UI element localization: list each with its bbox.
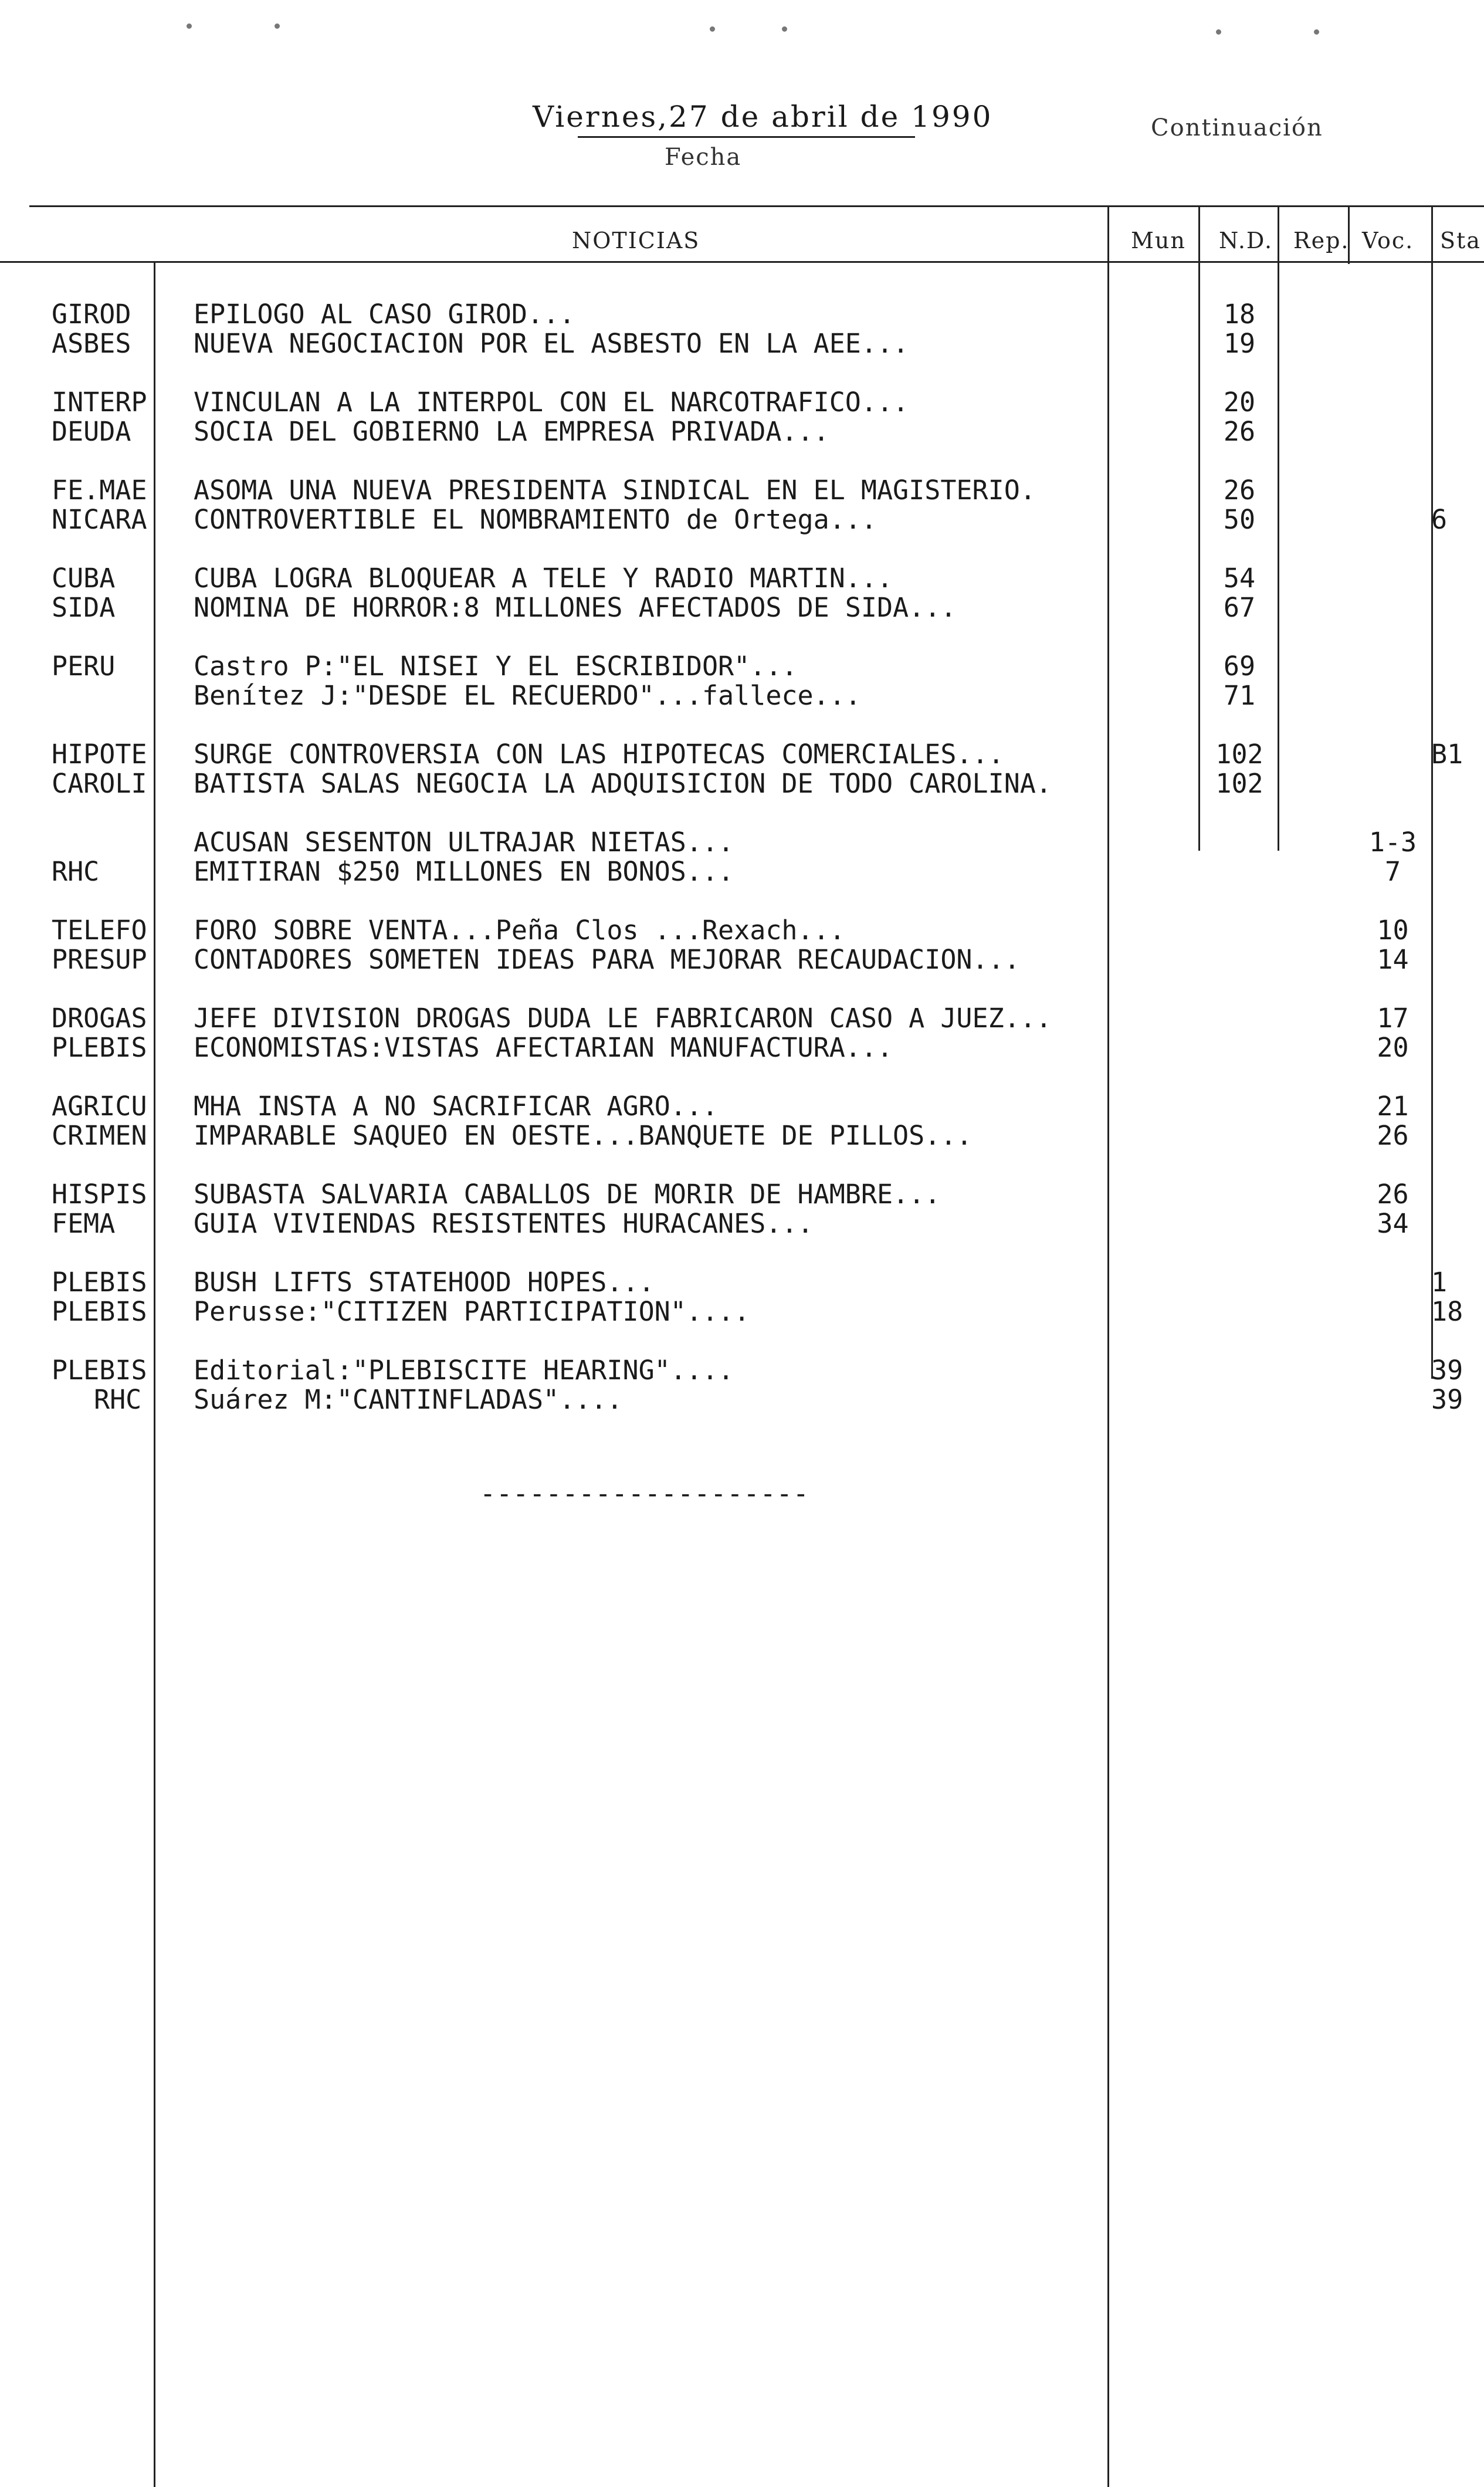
row-code: PLEBIS (52, 1267, 147, 1298)
row-code: PLEBIS (52, 1355, 147, 1386)
row-title: CONTADORES SOMETEN IDEAS PARA MEJORAR RECAUDACION... (194, 944, 1020, 975)
row-voc-page: 20 (1377, 1032, 1409, 1063)
row-code: FEMA (52, 1208, 116, 1239)
row-title: Suárez M:"CANTINFLADAS".... (194, 1384, 623, 1415)
row-nd-page: 67 (1223, 592, 1256, 623)
row-code: FE.MAE (52, 475, 147, 506)
date-underline (578, 136, 915, 138)
row-nd-page: 19 (1223, 328, 1256, 359)
row-title: CUBA LOGRA BLOQUEAR A TELE Y RADIO MARTIN... (194, 563, 893, 594)
sta-header: Sta (1440, 228, 1481, 253)
row-title: Editorial:"PLEBISCITE HEARING".... (194, 1355, 734, 1386)
table-header-rule (0, 261, 1484, 263)
row-nd-page: 102 (1215, 768, 1263, 799)
row-nd-page: 20 (1223, 387, 1256, 418)
row-code: PLEBIS (52, 1296, 147, 1327)
row-title: FORO SOBRE VENTA...Peña Clos ...Rexach... (194, 915, 845, 946)
row-code: DEUDA (52, 416, 131, 447)
row-title: ASOMA UNA NUEVA PRESIDENTA SINDICAL EN EL MAGISTERIO. (194, 475, 1036, 506)
row-voc-page: 17 (1377, 1003, 1409, 1034)
code-column-divider (154, 261, 155, 2487)
row-sta-page: 39 (1431, 1355, 1463, 1386)
rep-header: Rep. (1293, 228, 1350, 253)
continuation-label: Continuación (1151, 114, 1323, 141)
row-title: SOCIA DEL GOBIERNO LA EMPRESA PRIVADA... (194, 416, 829, 447)
row-nd-page: 18 (1223, 299, 1256, 330)
row-voc-page: 7 (1384, 856, 1401, 887)
row-code: ASBES (52, 328, 131, 359)
row-sta-page: 39 (1431, 1384, 1463, 1415)
row-code: HIPOTE (52, 739, 147, 770)
row-title: NOMINA DE HORROR:8 MILLONES AFECTADOS DE SIDA... (194, 592, 957, 623)
row-voc-page: 26 (1377, 1179, 1409, 1210)
speck-mark (782, 26, 787, 32)
row-voc-page: 1-3 (1368, 827, 1417, 858)
row-voc-page: 21 (1377, 1091, 1409, 1122)
row-code: PLEBIS (52, 1032, 147, 1063)
row-code: DROGAS (52, 1003, 147, 1034)
row-code: CAROLI (52, 768, 147, 799)
speck-mark (187, 23, 192, 29)
row-code: SIDA (52, 592, 116, 623)
row-code: AGRICU (52, 1091, 147, 1122)
row-sta-page: 18 (1431, 1296, 1463, 1327)
row-title: Castro P:"EL NISEI Y EL ESCRIBIDOR"... (194, 651, 798, 682)
speck-mark (275, 23, 280, 29)
mun-header: Mun (1131, 228, 1186, 253)
row-nd-page: 26 (1223, 416, 1256, 447)
row-code: CRIMEN (52, 1120, 147, 1151)
date-caption: Fecha (665, 144, 742, 171)
row-nd-page: 50 (1223, 504, 1256, 535)
speck-mark (1314, 29, 1319, 35)
noticias-column-divider (1107, 205, 1109, 2487)
speck-mark (710, 26, 715, 32)
row-title: SUBASTA SALVARIA CABALLOS DE MORIR DE HAMBRE... (194, 1179, 941, 1210)
nd-header: N.D. (1219, 228, 1273, 253)
footer-dash-rule: -------------------- (480, 1478, 809, 1509)
row-code: RHC (94, 1384, 142, 1415)
row-nd-page: 69 (1223, 651, 1256, 682)
row-nd-page: 26 (1223, 475, 1256, 506)
row-title: Perusse:"CITIZEN PARTICIPATION".... (194, 1296, 750, 1327)
row-code: HISPIS (52, 1179, 147, 1210)
row-code: TELEFO (52, 915, 147, 946)
row-code: INTERP (52, 387, 147, 418)
noticias-header: NOTICIAS (572, 228, 700, 253)
row-title: Benítez J:"DESDE EL RECUERDO"...fallece... (194, 680, 861, 711)
row-title: SURGE CONTROVERSIA CON LAS HIPOTECAS COMERCIALES... (194, 739, 1004, 770)
row-sta-page: 1 (1431, 1267, 1448, 1298)
row-title: GUIA VIVIENDAS RESISTENTES HURACANES... (194, 1208, 814, 1239)
row-code: RHC (52, 856, 100, 887)
voc-header: Voc. (1362, 228, 1414, 253)
row-title: EMITIRAN $250 MILLONES EN BONOS... (194, 856, 734, 887)
nd-column-divider (1278, 205, 1279, 851)
row-title: EPILOGO AL CASO GIROD... (194, 299, 575, 330)
row-voc-page: 34 (1377, 1208, 1409, 1239)
row-title: JEFE DIVISION DROGAS DUDA LE FABRICARON CASO A JUEZ... (194, 1003, 1052, 1034)
row-title: IMPARABLE SAQUEO EN OESTE...BANQUETE DE PILLOS... (194, 1120, 973, 1151)
row-title: NUEVA NEGOCIACION POR EL ASBESTO EN LA AEE... (194, 328, 909, 359)
table-top-rule (29, 205, 1484, 207)
row-code: CUBA (52, 563, 116, 594)
row-title: CONTROVERTIBLE EL NOMBRAMIENTO de Ortega... (194, 504, 877, 535)
row-title: BATISTA SALAS NEGOCIA LA ADQUISICION DE TODO CAROLINA. (194, 768, 1052, 799)
row-title: BUSH LIFTS STATEHOOD HOPES... (194, 1267, 655, 1298)
row-voc-page: 26 (1377, 1120, 1409, 1151)
row-title: ECONOMISTAS:VISTAS AFECTARIAN MANUFACTURA... (194, 1032, 893, 1063)
row-nd-page: 71 (1223, 680, 1256, 711)
row-sta-page: B1 (1431, 739, 1463, 770)
row-nd-page: 54 (1223, 563, 1256, 594)
row-title: MHA INSTA A NO SACRIFICAR AGRO... (194, 1091, 719, 1122)
row-code: PERU (52, 651, 116, 682)
row-code: NICARA (52, 504, 147, 535)
row-voc-page: 10 (1377, 915, 1409, 946)
row-nd-page: 102 (1215, 739, 1263, 770)
row-title: ACUSAN SESENTON ULTRAJAR NIETAS... (194, 827, 734, 858)
row-title: VINCULAN A LA INTERPOL CON EL NARCOTRAFICO... (194, 387, 909, 418)
row-sta-page: 6 (1431, 504, 1448, 535)
row-code: GIROD (52, 299, 131, 330)
mun-column-divider (1198, 205, 1200, 851)
row-code: PRESUP (52, 944, 147, 975)
row-voc-page: 14 (1377, 944, 1409, 975)
date-heading: Viernes,27 de abril de 1990 (533, 100, 993, 134)
speck-mark (1216, 29, 1221, 35)
